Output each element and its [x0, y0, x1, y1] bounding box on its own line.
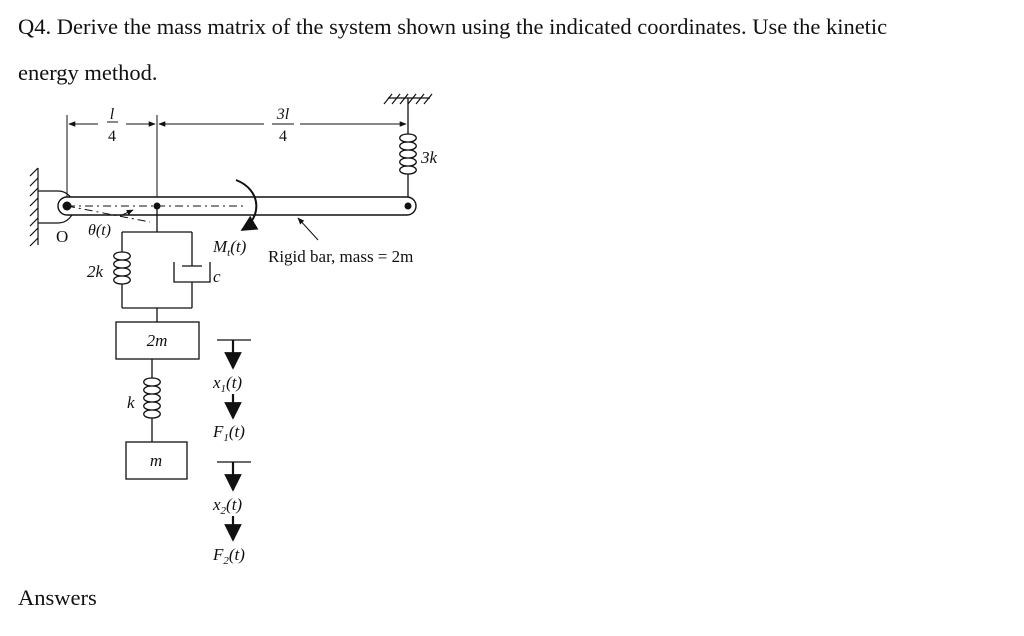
dim-right-denominator: 4: [279, 128, 287, 145]
spring-2k: [114, 209, 192, 322]
damper-c-label: c: [213, 267, 221, 286]
moment-label: $M_t(t)$: [213, 237, 247, 259]
spring-3k-label: 3k: [421, 148, 438, 167]
f1-label: $F_1(t)$: [213, 422, 245, 444]
mass-m-label: m: [149, 451, 163, 470]
theta-label: θ(t): [88, 222, 111, 239]
question-line-2: energy method.: [18, 60, 158, 85]
spring-k: [144, 359, 161, 442]
mass-2m-label: 2m: [146, 331, 168, 350]
spring-2k-label: 2k: [87, 262, 104, 281]
dim-left-numerator: l: [109, 106, 115, 123]
spring-k-label: k: [127, 393, 135, 412]
bar-label-arrow: [298, 218, 318, 240]
dim-left-denominator: 4: [108, 128, 116, 145]
damper-c: [174, 232, 210, 308]
question-line-1: Q4. Derive the mass matrix of the system shown using the indicated coordinates. Use the kinetic: [18, 14, 888, 39]
answers-heading: Answers: [18, 585, 97, 610]
dimension-lines: [67, 115, 408, 200]
f2-label: $F_2(t)$: [213, 545, 245, 567]
x1-label: $x_1(t)$: [213, 373, 243, 395]
bar-end-point: [405, 203, 412, 210]
dim-right-numerator: 3l: [276, 106, 290, 123]
x2-label: $x_2(t)$: [213, 495, 243, 517]
bar-label: Rigid bar, mass = 2m: [268, 247, 414, 266]
pivot-label: O: [56, 227, 69, 246]
spring-3k: [400, 98, 417, 206]
